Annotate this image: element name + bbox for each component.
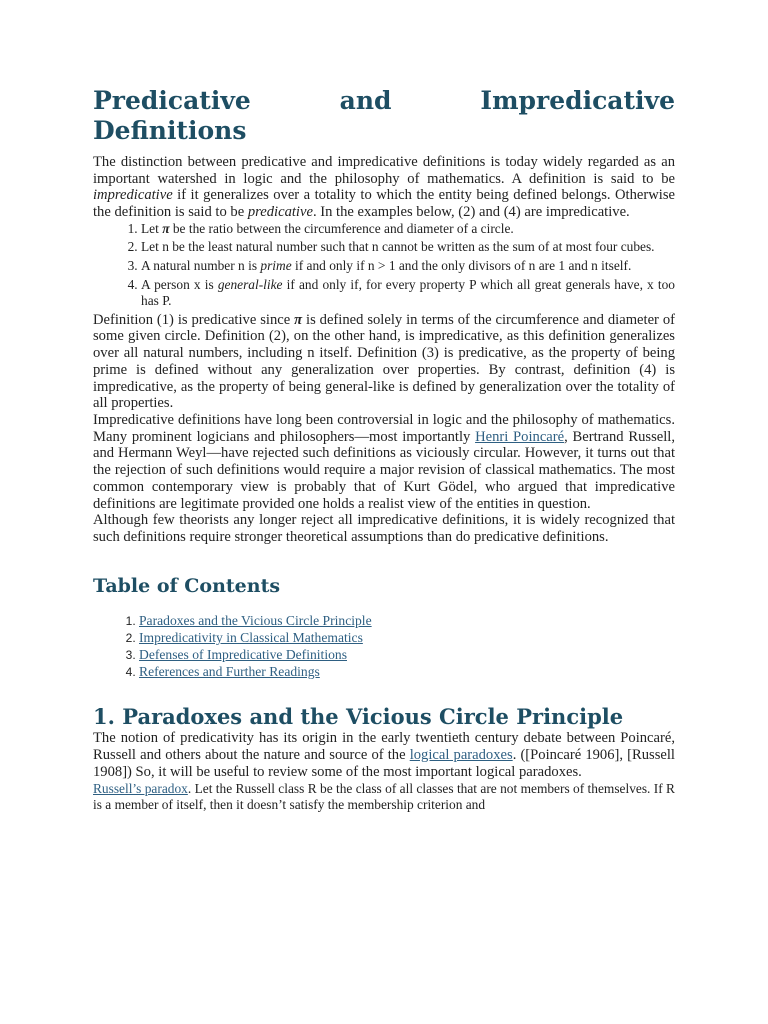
section-1-paragraph-1: The notion of predicativity has its origin in the early twentieth century debate between Poincaré, Russell and others about the nature and source of the logical paradoxes. ([Poincaré 1906], [Russell 1908]) So, it will be useful to review some of the most important logical paradoxes. (93, 730, 675, 780)
term-predicative: predicative (247, 204, 313, 221)
example-item: 4. A person x is general-like if and only if, for every property P which all great generals have, x too has P. (141, 277, 675, 310)
toc-item (139, 629, 675, 646)
page-title (93, 86, 675, 146)
discussion-paragraph-3: Although few theorists any longer reject all impredicative definitions, it is widely recognized that such definitions require stronger theoretical assumptions than do predicative definitions. (93, 512, 675, 545)
title-word-1: Predicative (93, 86, 251, 115)
article (93, 86, 675, 814)
toc-link-paradoxes[interactable]: Paradoxes and the Vicious Circle Principle (139, 612, 372, 628)
table-of-contents (93, 612, 675, 681)
examples-list (93, 221, 675, 310)
title-line-2: Definitions (93, 116, 247, 145)
toc-item (139, 663, 675, 680)
title-word-3: Impredicative (480, 86, 675, 115)
section-1-heading: 1. Paradoxes and the Vicious Circle Principle (93, 704, 624, 730)
pi-symbol: π (294, 311, 303, 328)
logical-paradoxes-link[interactable]: logical paradoxes (409, 747, 513, 764)
toc-link-references[interactable]: References and Further Readings (139, 664, 320, 680)
russells-paradox-link[interactable]: Russell’s paradox (93, 780, 188, 796)
toc-item (139, 646, 675, 663)
example-item: 3. A natural number n is prime if and only if n > 1 and the only divisors of n are 1 and n itself. (141, 258, 675, 275)
section-1-paragraph-2: Russell’s paradox. Let the Russell class R be the class of all classes that are not members of themselves. If R is a member of itself, then it doesn’t satisfy the membership criterion and (93, 780, 675, 813)
toc-item (139, 612, 675, 629)
intro-paragraph: The distinction between predicative and impredicative definitions is today widely regarded as an important watershed in logic and the philosophy of mathematics. A definition is said to be impredicative if it generalizes over a totality to which the entity being defined belongs. Otherwise the definition is said to be predicative. In the examples below, (2) and (4) are impredicative. (93, 154, 675, 221)
title-word-2: and (339, 86, 392, 115)
pi-symbol: π (162, 220, 170, 236)
example-item: 1. Let π be the ratio between the circumference and diameter of a circle. (141, 221, 675, 238)
discussion-paragraph-1: Definition (1) is predicative since π is defined solely in terms of the circumference and diameter of some given circle. Definition (2), on the other hand, is impredicative, as this definition generalizes over all natural numbers, including n itself. Definition (3) is predicative, as the property of being prime is defined without any generalization over properties. By contrast, definition (4) is impredicative, as the property of being general-like is defined by generalization over the totality of all properties. (93, 311, 675, 412)
example-item: 2. Let n be the least natural number such that n cannot be written as the sum of at most four cubes. (141, 239, 675, 256)
discussion-paragraph-2: Impredicative definitions have long been controversial in logic and the philosophy of mathematics. Many prominent logicians and philosophers—most importantly Henri Poincaré, Bertrand Russell, and Hermann Weyl—have rejected such definitions as viciously circular. However, it turns out that the rejection of such definitions would require a major revision of classical mathematics. The most common contemporary view is probably that of Kurt Gödel, who argued that impredicative definitions are legitimate provided one holds a realist view of the entities in question. (93, 412, 675, 512)
toc-link-defenses[interactable]: Defenses of Impredicative Definitions (139, 647, 347, 663)
poincare-link[interactable]: Henri Poincaré (475, 428, 565, 445)
toc-link-impredicativity[interactable]: Impredicativity in Classical Mathematics (139, 629, 363, 645)
term-impredicative: impredicative (93, 187, 173, 204)
title-line-1 (93, 86, 675, 116)
toc-heading: Table of Contents (93, 574, 281, 597)
